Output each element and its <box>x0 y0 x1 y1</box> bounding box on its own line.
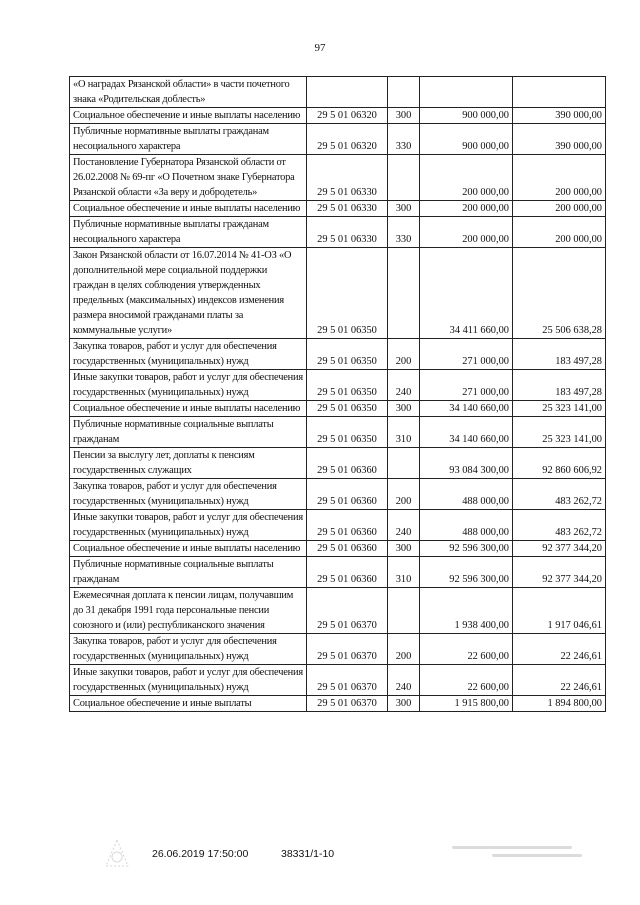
row-sum-planned: 271 000,00 <box>420 339 513 370</box>
row-type: 310 <box>388 557 420 588</box>
row-sum-actual: 92 377 344,20 <box>513 557 606 588</box>
row-name: Иные закупки товаров, работ и услуг для обеспечения государственных (муниципальных) нужд <box>70 665 307 696</box>
budget-table-body <box>70 77 606 712</box>
row-sum-planned: 34 140 660,00 <box>420 417 513 448</box>
row-sum-planned: 92 596 300,00 <box>420 557 513 588</box>
row-sum-planned: 488 000,00 <box>420 479 513 510</box>
row-sum-planned: 900 000,00 <box>420 108 513 124</box>
row-type: 330 <box>388 124 420 155</box>
row-sum-actual: 22 246,61 <box>513 665 606 696</box>
row-type: 330 <box>388 217 420 248</box>
row-sum-planned: 1 938 400,00 <box>420 588 513 634</box>
row-type: 200 <box>388 339 420 370</box>
table-row <box>70 665 606 696</box>
row-code: 29 5 01 06330 <box>307 201 388 217</box>
row-type: 300 <box>388 401 420 417</box>
row-code: 29 5 01 06350 <box>307 401 388 417</box>
row-sum-planned: 200 000,00 <box>420 201 513 217</box>
table-row <box>70 479 606 510</box>
row-sum-actual: 25 323 141,00 <box>513 417 606 448</box>
table-row <box>70 541 606 557</box>
row-name: Закупка товаров, работ и услуг для обеспечения государственных (муниципальных) нужд <box>70 479 307 510</box>
row-type: 200 <box>388 634 420 665</box>
row-name: Социальное обеспечение и иные выплаты населению <box>70 541 307 557</box>
row-sum-planned: 22 600,00 <box>420 665 513 696</box>
row-sum-planned: 34 411 660,00 <box>420 248 513 339</box>
row-sum-planned <box>420 77 513 108</box>
row-sum-actual: 22 246,61 <box>513 634 606 665</box>
row-type: 240 <box>388 510 420 541</box>
row-sum-actual: 390 000,00 <box>513 108 606 124</box>
row-name: Иные закупки товаров, работ и услуг для обеспечения государственных (муниципальных) нужд <box>70 370 307 401</box>
row-type <box>388 248 420 339</box>
row-sum-actual: 483 262,72 <box>513 479 606 510</box>
row-type <box>388 448 420 479</box>
row-name: Пенсии за выслугу лет, доплаты к пенсиям государственных служащих <box>70 448 307 479</box>
row-name: Публичные нормативные выплаты гражданам несоциального характера <box>70 124 307 155</box>
row-sum-actual: 25 506 638,28 <box>513 248 606 339</box>
table-row <box>70 248 606 339</box>
row-sum-actual: 200 000,00 <box>513 155 606 201</box>
table-row <box>70 339 606 370</box>
row-name: Ежемесячная доплата к пенсии лицам, получавшим до 31 декабря 1991 года персональные пенсии союзного и (или) республиканского значения <box>70 588 307 634</box>
table-row <box>70 155 606 201</box>
row-code: 29 5 01 06370 <box>307 588 388 634</box>
row-code: 29 5 01 06360 <box>307 510 388 541</box>
budget-table <box>69 76 606 712</box>
row-name: Иные закупки товаров, работ и услуг для обеспечения государственных (муниципальных) нужд <box>70 510 307 541</box>
row-name: Постановление Губернатора Рязанской области от 26.02.2008 № 69-пг «О Почетном знаке Губернатора Рязанской области «За веру и добродетель» <box>70 155 307 201</box>
table-row <box>70 510 606 541</box>
table-row <box>70 124 606 155</box>
row-type: 200 <box>388 479 420 510</box>
row-code: 29 5 01 06350 <box>307 370 388 401</box>
row-sum-actual <box>513 77 606 108</box>
row-sum-planned: 271 000,00 <box>420 370 513 401</box>
row-type <box>388 588 420 634</box>
qr-stamp-mark <box>104 838 130 868</box>
row-sum-planned: 92 596 300,00 <box>420 541 513 557</box>
row-code: 29 5 01 06350 <box>307 339 388 370</box>
row-type: 300 <box>388 541 420 557</box>
row-type: 240 <box>388 370 420 401</box>
row-sum-actual: 183 497,28 <box>513 339 606 370</box>
row-code: 29 5 01 06360 <box>307 557 388 588</box>
row-code <box>307 77 388 108</box>
row-sum-planned: 34 140 660,00 <box>420 401 513 417</box>
row-name: «О наградах Рязанской области» в части почетного знака «Родительская доблесть» <box>70 77 307 108</box>
table-row <box>70 108 606 124</box>
row-sum-actual: 200 000,00 <box>513 217 606 248</box>
table-row <box>70 696 606 712</box>
row-sum-planned: 1 915 800,00 <box>420 696 513 712</box>
table-row <box>70 417 606 448</box>
row-code: 29 5 01 06330 <box>307 217 388 248</box>
row-name: Социальное обеспечение и иные выплаты населению <box>70 108 307 124</box>
footer-doc-number: 38331/1-10 <box>281 848 335 860</box>
table-row <box>70 201 606 217</box>
table-row <box>70 401 606 417</box>
table-row <box>70 370 606 401</box>
table-row <box>70 634 606 665</box>
row-code: 29 5 01 06370 <box>307 696 388 712</box>
row-name: Социальное обеспечение и иные выплаты населению <box>70 201 307 217</box>
row-type: 300 <box>388 696 420 712</box>
row-name: Закупка товаров, работ и услуг для обеспечения государственных (муниципальных) нужд <box>70 339 307 370</box>
row-sum-actual: 390 000,00 <box>513 124 606 155</box>
row-type: 300 <box>388 108 420 124</box>
row-code: 29 5 01 06330 <box>307 155 388 201</box>
row-name: Публичные нормативные выплаты гражданам несоциального характера <box>70 217 307 248</box>
row-sum-planned: 200 000,00 <box>420 217 513 248</box>
row-code: 29 5 01 06320 <box>307 108 388 124</box>
row-sum-actual: 1 917 046,61 <box>513 588 606 634</box>
row-sum-planned: 200 000,00 <box>420 155 513 201</box>
row-sum-planned: 93 084 300,00 <box>420 448 513 479</box>
table-row <box>70 77 606 108</box>
row-code: 29 5 01 06350 <box>307 417 388 448</box>
row-sum-planned: 488 000,00 <box>420 510 513 541</box>
row-sum-actual: 1 894 800,00 <box>513 696 606 712</box>
row-type: 310 <box>388 417 420 448</box>
row-sum-actual: 92 860 606,92 <box>513 448 606 479</box>
table-row <box>70 557 606 588</box>
row-name: Социальное обеспечение и иные выплаты <box>70 696 307 712</box>
row-sum-planned: 22 600,00 <box>420 634 513 665</box>
row-code: 29 5 01 06360 <box>307 479 388 510</box>
row-sum-actual: 25 323 141,00 <box>513 401 606 417</box>
row-name: Публичные нормативные социальные выплаты гражданам <box>70 417 307 448</box>
row-type: 300 <box>388 201 420 217</box>
footer-date: 26.06.2019 17:50:00 <box>152 848 249 860</box>
row-code: 29 5 01 06360 <box>307 448 388 479</box>
row-name: Социальное обеспечение и иные выплаты населению <box>70 401 307 417</box>
row-code: 29 5 01 06360 <box>307 541 388 557</box>
row-sum-actual: 200 000,00 <box>513 201 606 217</box>
row-code: 29 5 01 06370 <box>307 665 388 696</box>
row-sum-actual: 92 377 344,20 <box>513 541 606 557</box>
row-code: 29 5 01 06370 <box>307 634 388 665</box>
row-code: 29 5 01 06350 <box>307 248 388 339</box>
page-number: 97 <box>314 42 326 54</box>
row-sum-actual: 483 262,72 <box>513 510 606 541</box>
row-name: Публичные нормативные социальные выплаты гражданам <box>70 557 307 588</box>
row-sum-planned: 900 000,00 <box>420 124 513 155</box>
row-code: 29 5 01 06320 <box>307 124 388 155</box>
row-type: 240 <box>388 665 420 696</box>
row-type <box>388 77 420 108</box>
table-row <box>70 217 606 248</box>
row-name: Закон Рязанской области от 16.07.2014 № 41-ОЗ «О дополнительной мере социальной поддержки граждан в целях соблюдения утвержденных предельных (максимальных) индексов изменения размера вносимой гражданами платы за коммунальные услуги» <box>70 248 307 339</box>
registry-stamp-mark <box>452 842 592 870</box>
row-sum-actual: 183 497,28 <box>513 370 606 401</box>
table-row <box>70 588 606 634</box>
row-name: Закупка товаров, работ и услуг для обеспечения государственных (муниципальных) нужд <box>70 634 307 665</box>
table-row <box>70 448 606 479</box>
row-type <box>388 155 420 201</box>
